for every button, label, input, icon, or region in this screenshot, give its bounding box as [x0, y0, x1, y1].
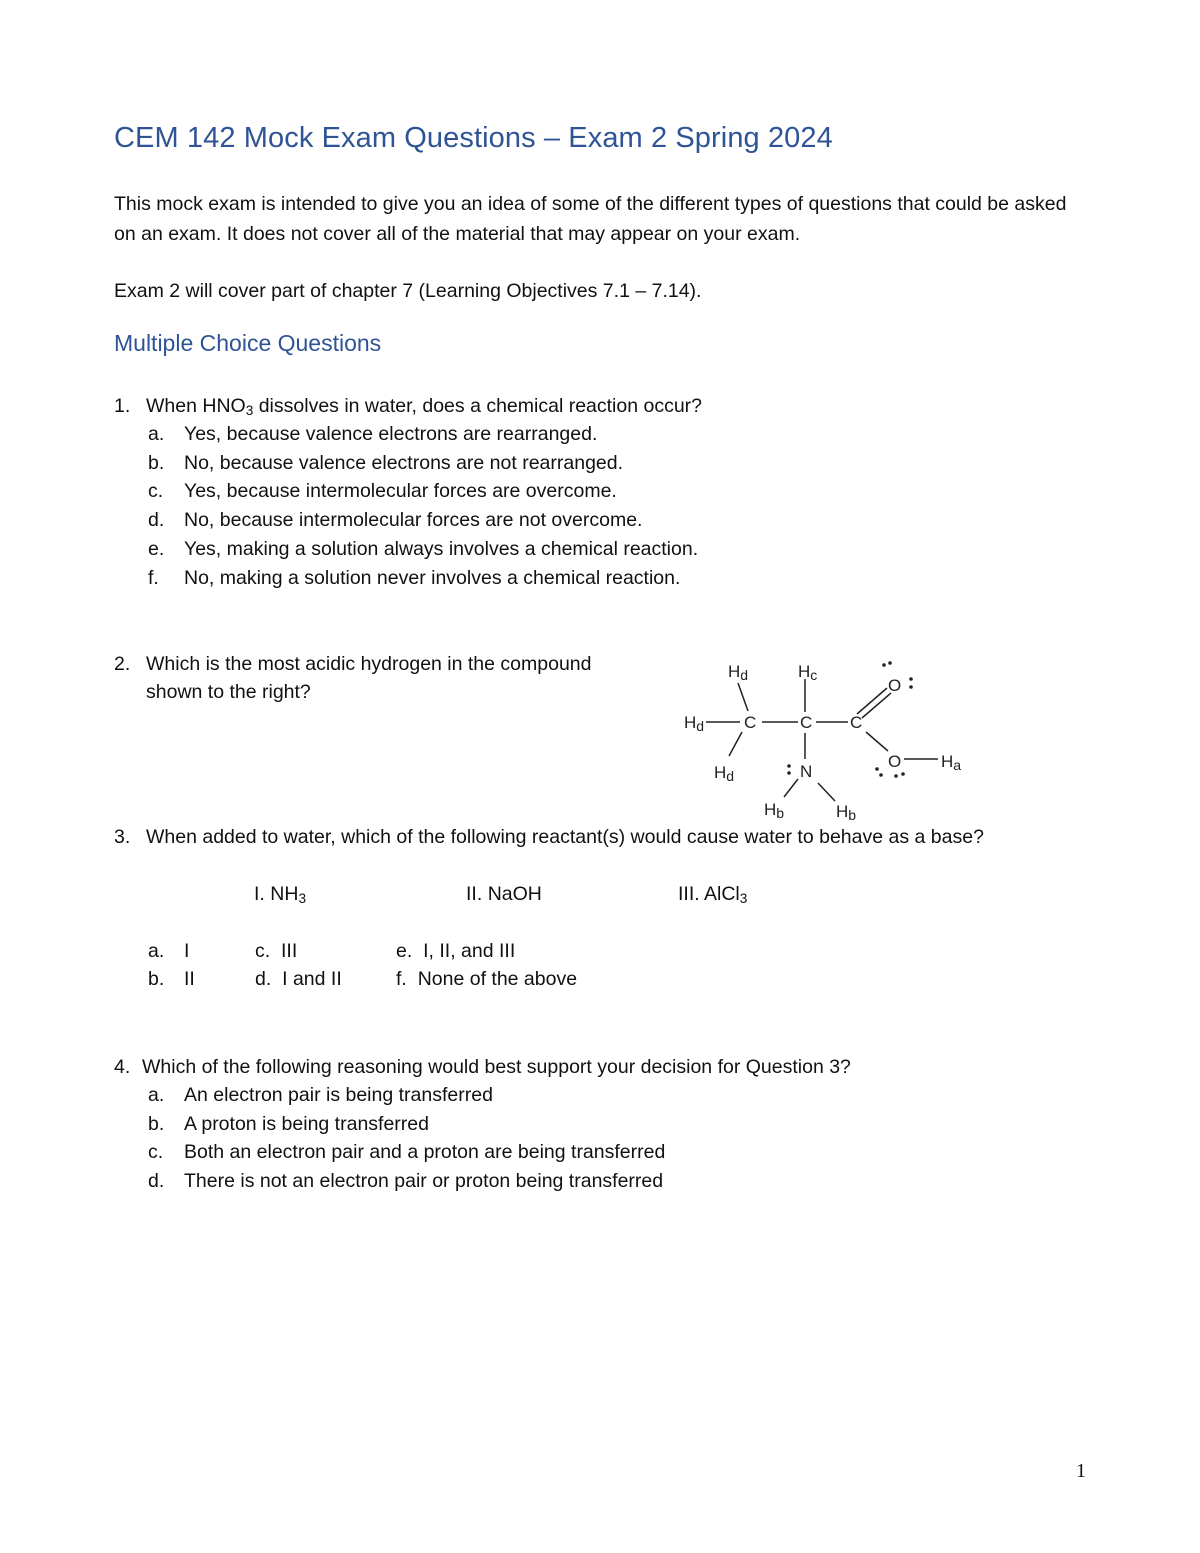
atom-hb-right: Hb [836, 802, 857, 823]
bond-c3-o [866, 732, 888, 751]
bond-hd-top [738, 683, 748, 711]
question-stem: When added to water, which of the following reactant(s) would cause water to behave as a base? [146, 826, 984, 848]
bond-n-hb-right [818, 783, 835, 801]
option-b[interactable]: b. No, because valence electrons are not rearranged. [148, 451, 624, 474]
question-stem: When $HNO_3$ dissolves in water, does a chemical reaction occur? [146, 395, 703, 418]
question-2-line2: shown to the right? [146, 681, 311, 703]
coverage-paragraph: Exam 2 will cover part of chapter 7 (Learning Objectives 7.1 – 7.14). [114, 280, 702, 302]
option-b[interactable]: b. II [148, 968, 195, 990]
question-4-options [148, 1081, 665, 1196]
option-d[interactable]: d. There is not an electron pair or proton being transferred [148, 1170, 664, 1193]
question-1-options [148, 420, 698, 592]
option-d[interactable]: d. I and II [255, 968, 342, 990]
question-1 [114, 392, 702, 420]
question-4 [114, 1053, 851, 1081]
option-b[interactable]: b. A proton is being transferred [148, 1112, 429, 1135]
atom-hd-bottom: Hd [714, 763, 735, 784]
option-c[interactable]: c. Both an electron pair and a proton are being transferred [148, 1141, 666, 1164]
atom-o-carbonyl: O [888, 676, 902, 695]
question-3 [114, 823, 984, 851]
molecule-structure [680, 655, 980, 825]
section-heading: Multiple Choice Questions [114, 330, 382, 356]
reactant-2: II. NaOH [466, 883, 542, 905]
question-number: 4. [114, 1056, 131, 1078]
reactant-3: III. AlCl$_3$ [678, 883, 748, 906]
option-d[interactable]: d. No, because intermolecular forces are not overcome. [148, 509, 643, 532]
question-2 [114, 650, 591, 678]
question-stem: Which of the following reasoning would best support your decision for Question 3? [142, 1056, 851, 1078]
atom-hb-left: Hb [764, 800, 785, 821]
option-f[interactable]: f. None of the above [396, 968, 578, 990]
question-number: 1. [114, 395, 131, 417]
option-e[interactable]: e. Yes, making a solution always involves a chemical reaction. [148, 537, 699, 560]
intro-paragraph: This mock exam is intended to give you an idea of some of the different types of questions that could be asked on an exam. It does not cover all of the material that may appear on your exam. [114, 193, 1067, 245]
atom-c3: C [850, 713, 863, 732]
option-c[interactable]: c. Yes, because intermolecular forces are overcome. [148, 480, 617, 503]
atom-hd-top: Hd [728, 662, 749, 683]
bond-hd-bottom [729, 732, 742, 756]
atom-ha: Ha [941, 752, 962, 773]
question-number: 3. [114, 826, 131, 848]
reactant-1: I. $NH_3$ [254, 883, 307, 906]
atom-hd-left: Hd [684, 713, 705, 734]
option-a[interactable]: a. An electron pair is being transferred [148, 1084, 493, 1106]
page-title: CEM 142 Mock Exam Questions – Exam 2 Spring 2024 [114, 122, 833, 154]
atom-o-hydroxyl: O [888, 752, 902, 771]
question-number: 2. [114, 653, 131, 675]
bond-n-hb-left [784, 779, 798, 797]
option-e[interactable]: e. I, II, and III [396, 940, 516, 962]
atom-hc: Hc [798, 662, 818, 683]
atom-c1: C [744, 713, 757, 732]
atom-n: N [800, 762, 813, 781]
page-number: 1 [1076, 1460, 1086, 1482]
question-stem-line1: Which is the most acidic hydrogen in the compound [146, 653, 592, 675]
option-a[interactable]: a. I [148, 940, 190, 962]
option-f[interactable]: f. No, making a solution never involves a chemical reaction. [148, 566, 681, 589]
option-c[interactable]: c. III [255, 940, 298, 962]
atom-c2: C [800, 713, 813, 732]
option-a[interactable]: a. Yes, because valence electrons are rearranged. [148, 423, 598, 445]
